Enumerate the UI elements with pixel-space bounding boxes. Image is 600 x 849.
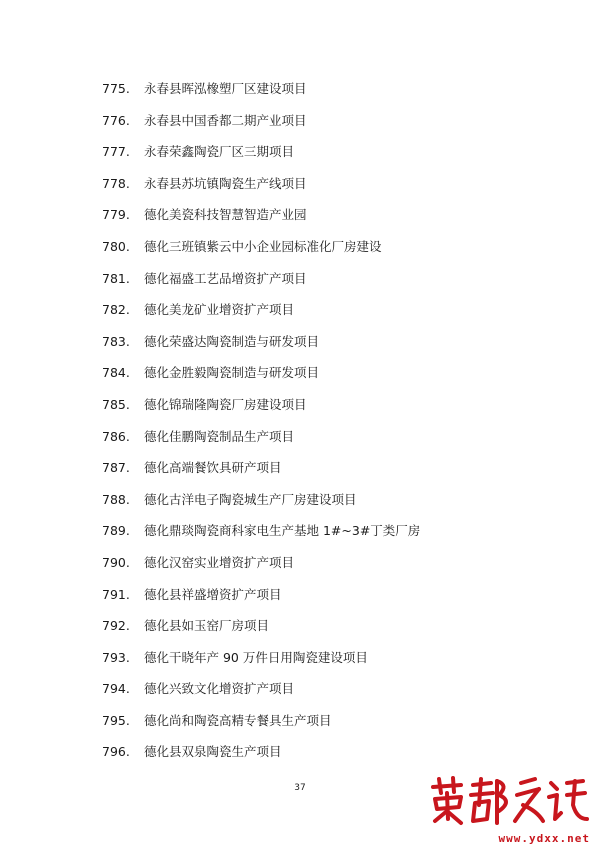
item-number: 789. <box>102 523 130 539</box>
item-number: 795. <box>102 712 130 728</box>
item-text: 德化县双泉陶瓷生产项目 <box>144 744 282 760</box>
item-text: 德化干晓年产 90 万件日用陶瓷建设项目 <box>144 649 368 665</box>
item-number: 780. <box>102 238 130 254</box>
list-item <box>0 648 600 680</box>
item-text: 德化锦瑞隆陶瓷厂房建设项目 <box>144 396 307 412</box>
list-item <box>0 79 600 111</box>
project-list <box>0 79 600 774</box>
list-item <box>0 553 600 585</box>
item-number: 783. <box>102 333 130 349</box>
item-text: 永春县晖泓橡塑厂区建设项目 <box>144 81 307 96</box>
page-number: 37 <box>294 783 306 793</box>
list-item <box>0 205 600 237</box>
item-text: 永春荣鑫陶瓷厂区三期项目 <box>144 144 295 160</box>
item-number: 793. <box>102 649 130 665</box>
watermark-url: www.ydxx.net <box>498 832 590 845</box>
item-number: 792. <box>102 618 130 634</box>
list-item <box>0 237 600 269</box>
item-text: 永春县中国香都二期产业项目 <box>144 112 307 128</box>
item-text: 德化金胜毅陶瓷制造与研发项目 <box>144 365 320 381</box>
list-item <box>0 363 600 395</box>
list-item <box>0 427 600 459</box>
item-number: 775. <box>102 81 130 96</box>
item-number: 790. <box>102 554 130 570</box>
item-text: 德化县祥盛增资扩产项目 <box>144 586 282 602</box>
item-text: 德化三班镇紫云中小企业园标准化厂房建设 <box>144 238 382 254</box>
list-item <box>0 142 600 174</box>
list-item <box>0 742 600 774</box>
item-number: 791. <box>102 586 130 602</box>
list-item <box>0 679 600 711</box>
item-number: 785. <box>102 396 130 412</box>
item-number: 782. <box>102 302 130 318</box>
item-text: 德化县如玉窑厂房项目 <box>144 618 270 634</box>
list-item <box>0 269 600 301</box>
item-text: 德化佳鹏陶瓷制品生产项目 <box>144 428 295 444</box>
item-text: 德化尚和陶瓷高精专餐具生产项目 <box>144 712 332 728</box>
list-item <box>0 585 600 617</box>
item-number: 794. <box>102 681 130 697</box>
item-number: 779. <box>102 207 130 223</box>
list-item <box>0 111 600 143</box>
list-item <box>0 300 600 332</box>
item-number: 796. <box>102 744 130 760</box>
item-number: 778. <box>102 175 130 191</box>
item-text: 德化兴致文化增资扩产项目 <box>144 681 295 697</box>
item-number: 777. <box>102 144 130 160</box>
item-text: 德化鼎琰陶瓷商科家电生产基地 1#~3#丁类厂房 <box>144 523 421 539</box>
list-item <box>0 711 600 743</box>
list-item <box>0 458 600 490</box>
list-item <box>0 616 600 648</box>
list-item <box>0 395 600 427</box>
list-item <box>0 490 600 522</box>
item-text: 德化美龙矿业增资扩产项目 <box>144 302 295 318</box>
item-number: 781. <box>102 270 130 286</box>
item-text: 德化荣盛达陶瓷制造与研发项目 <box>144 333 320 349</box>
list-item <box>0 174 600 206</box>
brand-calligraphy-icon <box>427 775 592 827</box>
item-text: 德化古洋电子陶瓷城生产厂房建设项目 <box>144 491 357 507</box>
item-number: 784. <box>102 365 130 381</box>
item-text: 德化汉窑实业增资扩产项目 <box>144 554 295 570</box>
item-number: 776. <box>102 112 130 128</box>
item-text: 德化高端餐饮具研产项目 <box>144 460 282 476</box>
list-item <box>0 332 600 364</box>
item-text: 德化美瓷科技智慧智造产业园 <box>144 207 307 223</box>
item-text: 永春县苏坑镇陶瓷生产线项目 <box>144 175 307 191</box>
item-text: 德化福盛工艺品增资扩产项目 <box>144 270 307 286</box>
item-number: 786. <box>102 428 130 444</box>
item-number: 788. <box>102 491 130 507</box>
list-item <box>0 521 600 553</box>
item-number: 787. <box>102 460 130 476</box>
